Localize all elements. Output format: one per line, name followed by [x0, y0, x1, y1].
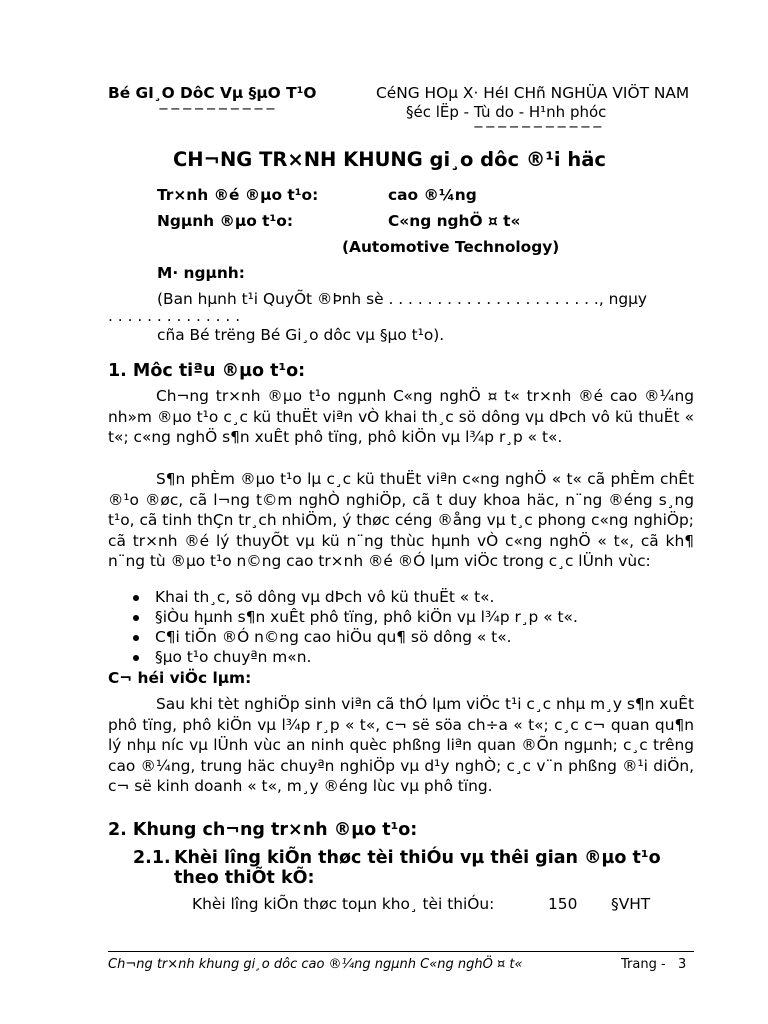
bullet-icon — [133, 615, 139, 621]
document-title: CH¬NG TR×NH KHUNG gi¸o dôc ®¹i häc — [173, 148, 606, 171]
major-english: (Automotive Technology) — [342, 238, 560, 256]
job-opportunities-paragraph: Sau khi tèt nghiÖp sinh viªn cã thÓ lµm viÖc t¹i c¸c nhµ m¸y s¶n xuÊt phô tïng, phô kiÖn vµ l¾p r¸p « t«, c¬ së söa ch÷a « t«; c¸c c¬ quan qu¶n lý nhµ níc vµ lÜnh vùc an ninh quèc phßng liªn quan ®Õn ngµnh; c¸c trêng cao ®¼ng, trung häc chuyªn nghiÖp vµ d¹y nghÒ; c¸c v¨n phßng ®¹i diÖn, c¬ së kinh doanh « t«, m¸y ®éng lùc vµ phô tïng. — [108, 695, 694, 796]
ministry-name: Bé GI¸O DôC Vµ §µO T¹O — [108, 84, 317, 102]
section-2-heading: 2. Khung ch¬ng tr×nh ®µo t¹o: — [108, 820, 418, 840]
objective-paragraph-2: S¶n phÈm ®µo t¹o lµ c¸c kü thuËt viªn c«ng nghÖ « t« cã phÈm chÊt ®¹o ®øc, cã l¬ng t©m nghÒ nghiÖp, cã t duy khoa häc, n¨ng ®éng s¸ng t¹o, cã tinh thÇn tr¸ch nhiÖm, ý thøc céng ®ång vµ t¸c phong c«ng nghiÖp; cã tr×nh ®é lý thuyÕt vµ kü n¨ng thùc hµnh vÒ c«ng nghÖ « t«, cã kh¶ n¨ng tù ®µo t¹o n©ng cao tr×nh ®é ®Ó lµm viÖc trong c¸c lÜnh vùc: — [108, 470, 694, 571]
objective-paragraph-1: Ch¬ng tr×nh ®µo t¹o ngµnh C«ng nghÖ ¤ t« tr×nh ®é cao ®¼ng nh»m ®µo t¹o c¸c kü thuËt viªn vÒ khai th¸c sö dông vµ dÞch vô kü thuËt « t«; c«ng nghÖ s¶n xuÊt phô tïng, phô kiÖn vµ l¾p r¸p « t«. — [108, 387, 694, 447]
page-label: Trang - — [621, 957, 666, 972]
subsection-number: 2.1. — [133, 848, 171, 868]
decision-line-1: (Ban hµnh t¹i QuyÕt ®Þnh sè . . . . . . . . . . . . . . . . . . . . . ., ngµy — [157, 290, 648, 308]
level-value: cao ®¼ng — [388, 186, 477, 204]
nation-motto: §éc lËp - Tù do - H¹nh phóc — [406, 103, 607, 121]
footer-text: Ch¬ng tr×nh khung gi¸o dôc cao ®¼ng ngµnh C«ng nghÖ ¤ t« — [108, 957, 523, 972]
min-credits-label: Khèi lîng kiÕn thøc toµn kho¸ tèi thiÓu: — [192, 895, 495, 913]
decision-line-3: cña Bé trëng Bé Gi¸o dôc vµ §µo t¹o). — [157, 326, 445, 344]
subsection-title-line-1: Khèi lîng kiÕn thøc tèi thiÓu vµ thêi gian ®µo t¹o — [174, 848, 661, 868]
min-credits-value: 150 — [548, 895, 578, 913]
major-code-label: M· ngµnh: — [157, 264, 245, 282]
motto-underline: −−−−−−−−−−− — [473, 120, 604, 135]
page-number: 3 — [678, 957, 687, 972]
ministry-underline: −−−−−−−−−− — [158, 102, 277, 117]
section-1-heading: 1. Môc tiªu ®µo t¹o: — [108, 361, 306, 381]
subsection-title-line-2: theo thiÕt kÕ: — [174, 868, 315, 888]
job-opportunities-heading: C¬ héi viÖc lµm: — [108, 669, 252, 687]
bullet-icon — [133, 595, 139, 601]
bullet-icon — [133, 635, 139, 641]
major-label: Ngµnh ®µo t¹o: — [157, 212, 293, 230]
bullet-icon — [133, 655, 139, 661]
level-label: Tr×nh ®é ®µo t¹o: — [157, 186, 319, 204]
footer-divider — [108, 951, 694, 952]
decision-line-2: . . . . . . . . . . . . . . — [108, 307, 241, 325]
nation-title: CéNG HOµ X· HéI CHñ NGHÜA VIÖT NAM — [376, 84, 690, 102]
min-credits-unit: §VHT — [611, 895, 651, 913]
major-value: C«ng nghÖ ¤ t« — [388, 212, 521, 230]
